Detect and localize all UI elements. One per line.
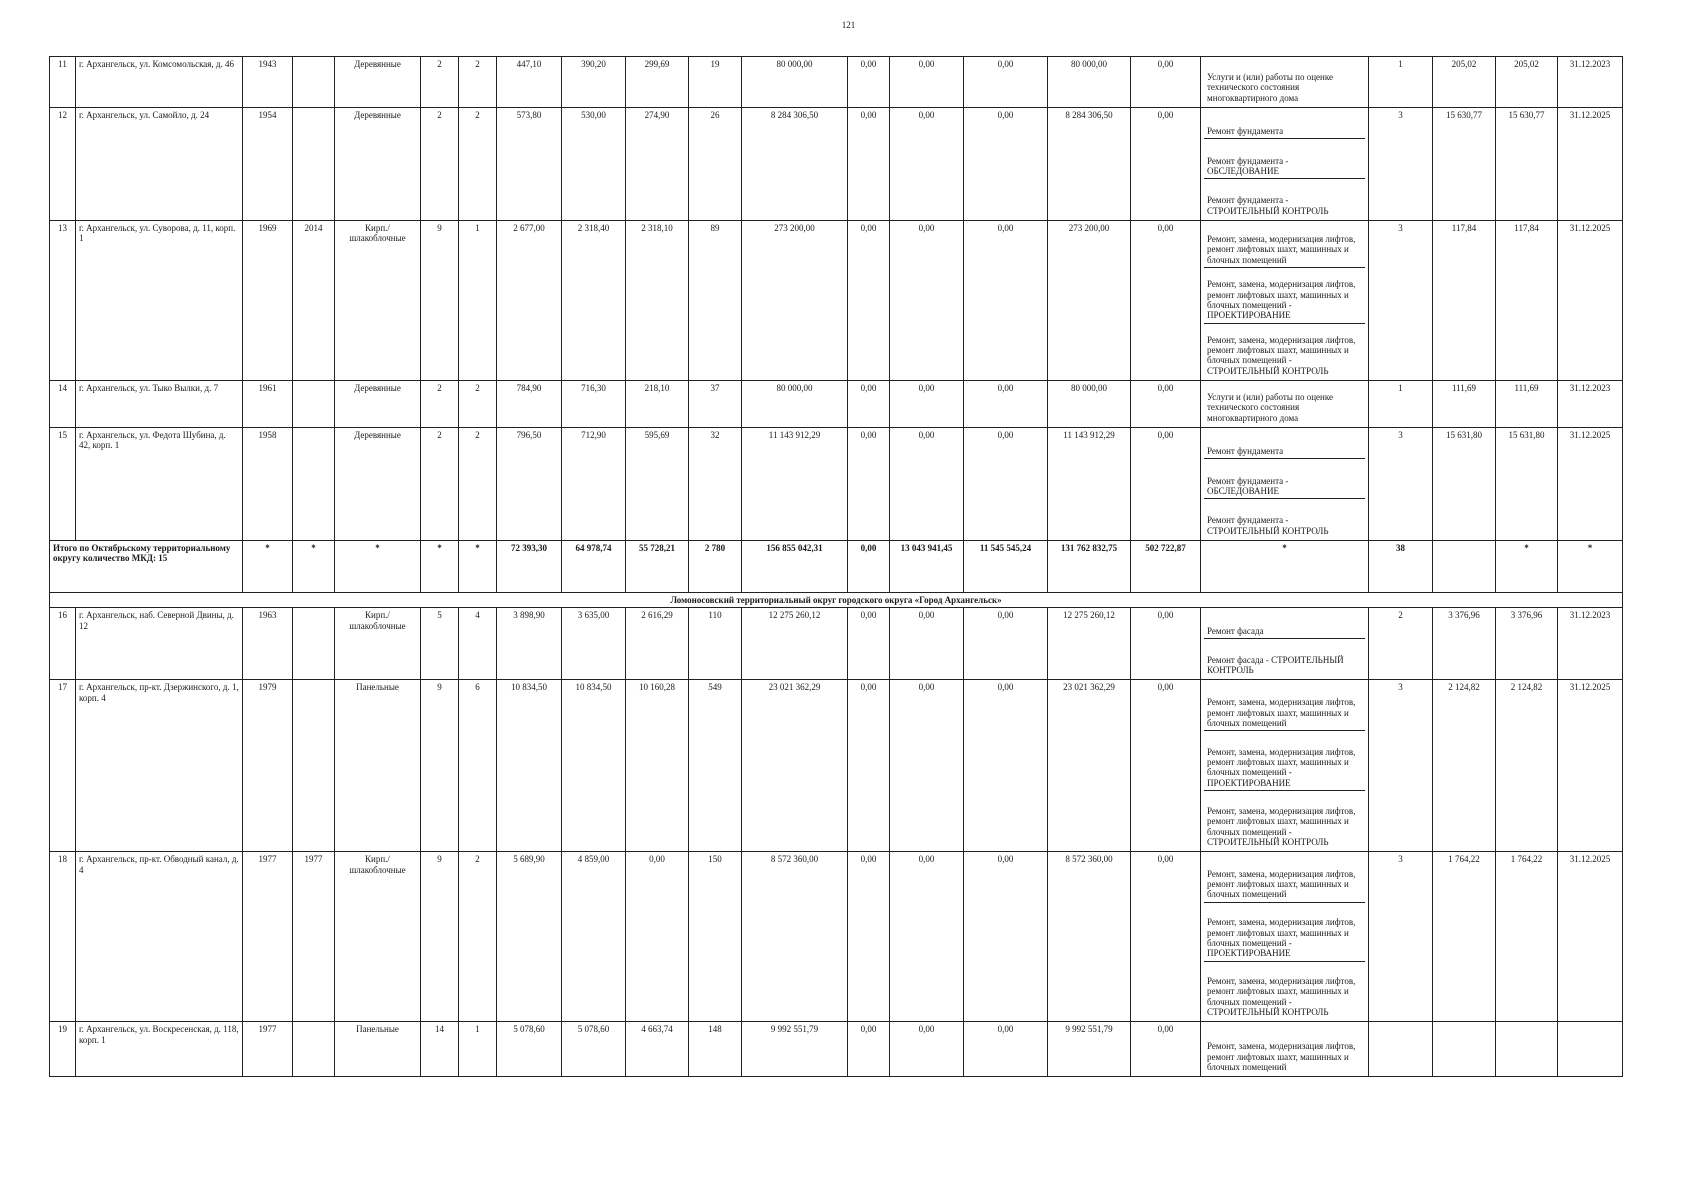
area-total: 3 898,90 [497, 608, 562, 680]
area-residential: 595,69 [626, 428, 689, 541]
unit-cost: 2 124,82 [1433, 680, 1496, 852]
residents-count: 150 [689, 852, 742, 1022]
other-amount: 0,00 [1131, 108, 1201, 221]
other-amount: 0,00 [1131, 1022, 1201, 1077]
cost-total: 273 200,00 [742, 221, 848, 381]
floors-count: 14 [421, 1022, 459, 1077]
wall-material: Деревянные [335, 428, 421, 541]
work-item-text: Ремонт фасада - СТРОИТЕЛЬНЫЙ КОНТРОЛЬ [1207, 654, 1344, 675]
year-repair [293, 1022, 335, 1077]
work-item-text: Ремонт, замена, модернизация лифтов, ремонт лифтовых шахт, машинных и блочных помещений [1207, 234, 1356, 265]
work-item [1204, 138, 1365, 178]
year-repair: 1977 [293, 852, 335, 1022]
floors-count: 9 [421, 221, 459, 381]
table-row [50, 680, 1623, 852]
work-count: 1 [1369, 57, 1433, 108]
floors-count: 9 [421, 680, 459, 852]
unit-cost: 1 764,22 [1433, 852, 1496, 1022]
floors-count: 2 [421, 57, 459, 108]
year-repair [293, 608, 335, 680]
fund-amount: 0,00 [848, 221, 890, 381]
owners-amount: 8 284 306,50 [1048, 108, 1131, 221]
table-row [50, 852, 1623, 1022]
total-star: * [293, 541, 335, 593]
max-cost: 111,69 [1496, 381, 1558, 428]
year-repair [293, 108, 335, 221]
unit-cost: 15 630,77 [1433, 108, 1496, 221]
unit-cost: 205,02 [1433, 57, 1496, 108]
municipal-amount: 0,00 [964, 608, 1048, 680]
work-count: 3 [1369, 428, 1433, 541]
area-living: 5 078,60 [562, 1022, 626, 1077]
work-count: 3 [1369, 221, 1433, 381]
residents-count: 89 [689, 221, 742, 381]
work-item [1204, 430, 1365, 458]
address-cell: г. Архангельск, ул. Тыко Вылки, д. 7 [76, 381, 243, 428]
cost-total: 11 143 912,29 [742, 428, 848, 541]
work-item-text: Ремонт фундамента - СТРОИТЕЛЬНЫЙ КОНТРОЛЬ [1207, 195, 1329, 216]
work-item-text: Ремонт фундамента - ОБСЛЕДОВАНИЕ [1207, 475, 1289, 496]
year-repair [293, 428, 335, 541]
regional-amount: 0,00 [890, 57, 964, 108]
other-amount: 0,00 [1131, 57, 1201, 108]
wall-material: Панельные [335, 1022, 421, 1077]
works-cell [1201, 1022, 1369, 1077]
works-cell [1201, 608, 1369, 680]
works-cell [1201, 221, 1369, 381]
fund-amount: 0,00 [848, 608, 890, 680]
work-item-text: Ремонт, замена, модернизация лифтов, ремонт лифтовых шахт, машинных и блочных помещений - СТРОИТЕЛЬНЫЙ КОНТРОЛЬ [1207, 334, 1356, 376]
year-built: 1958 [243, 428, 293, 541]
entrances-count: 4 [459, 608, 497, 680]
address-cell: г. Архангельск, ул. Воскресенская, д. 118, корп. 1 [76, 1022, 243, 1077]
area-total: 796,50 [497, 428, 562, 541]
year-repair [293, 680, 335, 852]
work-item [1204, 1024, 1365, 1074]
wall-material: Панельные [335, 680, 421, 852]
work-item [1204, 790, 1365, 849]
work-item [1204, 178, 1365, 218]
other-amount: 0,00 [1131, 221, 1201, 381]
wall-material: Деревянные [335, 108, 421, 221]
address-cell: г. Архангельск, пр-кт. Дзержинского, д. 1, корп. 4 [76, 680, 243, 852]
owners-amount: 80 000,00 [1048, 381, 1131, 428]
section-heading-row [50, 593, 1623, 608]
works-cell [1201, 428, 1369, 541]
owners-amount: 23 021 362,29 [1048, 680, 1131, 852]
entrances-count: 2 [459, 852, 497, 1022]
address-cell: г. Архангельск, ул. Самойло, д. 24 [76, 108, 243, 221]
work-count: 3 [1369, 108, 1433, 221]
area-total: 784,90 [497, 381, 562, 428]
fund-amount: 0,00 [848, 57, 890, 108]
work-item [1204, 854, 1365, 901]
municipal-amount: 0,00 [964, 852, 1048, 1022]
area-residential: 218,10 [626, 381, 689, 428]
table-row [50, 57, 1623, 108]
unit-cost: 3 376,96 [1433, 608, 1496, 680]
floors-count: 2 [421, 381, 459, 428]
total-area-res: 55 728,21 [626, 541, 689, 593]
area-residential: 10 160,28 [626, 680, 689, 852]
deadline: 31.12.2025 [1558, 680, 1623, 852]
cost-total: 80 000,00 [742, 381, 848, 428]
unit-cost: 111,69 [1433, 381, 1496, 428]
work-item [1204, 383, 1365, 425]
residents-count: 19 [689, 57, 742, 108]
area-total: 5 689,90 [497, 852, 562, 1022]
table-row [50, 428, 1623, 541]
total-regional: 13 043 941,45 [890, 541, 964, 593]
deadline: 31.12.2025 [1558, 221, 1623, 381]
work-item [1204, 458, 1365, 498]
year-built: 1954 [243, 108, 293, 221]
area-residential: 0,00 [626, 852, 689, 1022]
entrances-count: 2 [459, 57, 497, 108]
wall-material: Кирп./ шлакоблочные [335, 852, 421, 1022]
work-item [1204, 730, 1365, 789]
area-living: 716,30 [562, 381, 626, 428]
municipal-amount: 0,00 [964, 428, 1048, 541]
row-number: 16 [50, 608, 76, 680]
row-number: 14 [50, 381, 76, 428]
total-empty [1433, 541, 1496, 593]
entrances-count: 2 [459, 381, 497, 428]
row-number: 13 [50, 221, 76, 381]
area-living: 530,00 [562, 108, 626, 221]
row-number: 12 [50, 108, 76, 221]
table-row [50, 381, 1623, 428]
area-living: 3 635,00 [562, 608, 626, 680]
total-fund: 0,00 [848, 541, 890, 593]
work-item [1204, 902, 1365, 961]
year-built: 1979 [243, 680, 293, 852]
fund-amount: 0,00 [848, 680, 890, 852]
year-built: 1977 [243, 852, 293, 1022]
year-built: 1969 [243, 221, 293, 381]
work-count: 3 [1369, 852, 1433, 1022]
cost-total: 8 572 360,00 [742, 852, 848, 1022]
entrances-count: 2 [459, 428, 497, 541]
cost-total: 12 275 260,12 [742, 608, 848, 680]
work-item-text: Ремонт, замена, модернизация лифтов, ремонт лифтовых шахт, машинных и блочных помещений - СТРОИТЕЛЬНЫЙ КОНТРОЛЬ [1207, 805, 1356, 848]
repair-register-table [49, 56, 1623, 1077]
total-cost: 156 855 042,31 [742, 541, 848, 593]
floors-count: 2 [421, 428, 459, 541]
total-municipal: 11 545 545,24 [964, 541, 1048, 593]
max-cost: 3 376,96 [1496, 608, 1558, 680]
regional-amount: 0,00 [890, 108, 964, 221]
residents-count: 37 [689, 381, 742, 428]
total-area-living: 64 978,74 [562, 541, 626, 593]
work-item [1204, 961, 1365, 1020]
municipal-amount: 0,00 [964, 1022, 1048, 1077]
entrances-count: 1 [459, 221, 497, 381]
owners-amount: 11 143 912,29 [1048, 428, 1131, 541]
work-item [1204, 498, 1365, 538]
owners-amount: 9 992 551,79 [1048, 1022, 1131, 1077]
deadline [1558, 1022, 1623, 1077]
owners-amount: 8 572 360,00 [1048, 852, 1131, 1022]
area-total: 2 677,00 [497, 221, 562, 381]
other-amount: 0,00 [1131, 608, 1201, 680]
other-amount: 0,00 [1131, 680, 1201, 852]
other-amount: 0,00 [1131, 852, 1201, 1022]
total-star: * [421, 541, 459, 593]
work-count: 2 [1369, 608, 1433, 680]
work-item-text: Ремонт, замена, модернизация лифтов, ремонт лифтовых шахт, машинных и блочных помещений - СТРОИТЕЛЬНЫЙ КОНТРОЛЬ [1207, 975, 1356, 1017]
table-row [50, 608, 1623, 680]
total-row [50, 541, 1623, 593]
regional-amount: 0,00 [890, 608, 964, 680]
wall-material: Деревянные [335, 381, 421, 428]
address-cell: г. Архангельск, наб. Северной Двины, д. 12 [76, 608, 243, 680]
total-star: * [1496, 541, 1558, 593]
fund-amount: 0,00 [848, 428, 890, 541]
regional-amount: 0,00 [890, 221, 964, 381]
year-built: 1963 [243, 608, 293, 680]
area-total: 573,80 [497, 108, 562, 221]
work-item-text: Ремонт, замена, модернизация лифтов, ремонт лифтовых шахт, машинных и блочных помещений [1207, 868, 1356, 900]
residents-count: 32 [689, 428, 742, 541]
row-number: 18 [50, 852, 76, 1022]
entrances-count: 6 [459, 680, 497, 852]
max-cost: 205,02 [1496, 57, 1558, 108]
work-item-text: Ремонт фасада [1207, 625, 1264, 636]
municipal-amount: 0,00 [964, 108, 1048, 221]
table-row [50, 108, 1623, 221]
residents-count: 549 [689, 680, 742, 852]
wall-material: Кирп./ шлакоблочные [335, 221, 421, 381]
entrances-count: 2 [459, 108, 497, 221]
residents-count: 148 [689, 1022, 742, 1077]
deadline: 31.12.2025 [1558, 108, 1623, 221]
work-item [1204, 110, 1365, 138]
area-total: 10 834,50 [497, 680, 562, 852]
work-item [1204, 610, 1365, 638]
work-item [1204, 323, 1365, 378]
other-amount: 0,00 [1131, 428, 1201, 541]
area-residential: 4 663,74 [626, 1022, 689, 1077]
unit-cost [1433, 1022, 1496, 1077]
address-cell: г. Архангельск, ул. Федота Шубина, д. 42, корп. 1 [76, 428, 243, 541]
works-cell [1201, 381, 1369, 428]
area-residential: 2 616,29 [626, 608, 689, 680]
table-row [50, 221, 1623, 381]
total-area-total: 72 393,30 [497, 541, 562, 593]
area-living: 4 859,00 [562, 852, 626, 1022]
municipal-amount: 0,00 [964, 221, 1048, 381]
total-star: * [243, 541, 293, 593]
work-item-text: Услуги и (или) работы по оценке технического состояния многоквартирного дома [1207, 71, 1333, 103]
fund-amount: 0,00 [848, 381, 890, 428]
owners-amount: 80 000,00 [1048, 57, 1131, 108]
area-living: 10 834,50 [562, 680, 626, 852]
total-other: 502 722,87 [1131, 541, 1201, 593]
max-cost: 2 124,82 [1496, 680, 1558, 852]
work-item [1204, 223, 1365, 267]
total-star: * [459, 541, 497, 593]
total-star: * [1558, 541, 1623, 593]
regional-amount: 0,00 [890, 1022, 964, 1077]
area-living: 390,20 [562, 57, 626, 108]
fund-amount: 0,00 [848, 1022, 890, 1077]
fund-amount: 0,00 [848, 108, 890, 221]
max-cost: 15 631,80 [1496, 428, 1558, 541]
total-label: Итого по Октябрьскому территориальному округу количество МКД: 15 [50, 541, 243, 593]
total-star: * [1201, 541, 1369, 593]
address-cell: г. Архангельск, ул. Суворова, д. 11, корп. 1 [76, 221, 243, 381]
wall-material: Деревянные [335, 57, 421, 108]
work-item-text: Ремонт, замена, модернизация лифтов, ремонт лифтовых шахт, машинных и блочных помещений [1207, 697, 1356, 729]
cost-total: 9 992 551,79 [742, 1022, 848, 1077]
work-item-text: Ремонт, замена, модернизация лифтов, ремонт лифтовых шахт, машинных и блочных помещений - ПРОЕКТИРОВАНИЕ [1207, 917, 1356, 959]
work-item [1204, 267, 1365, 322]
floors-count: 5 [421, 608, 459, 680]
area-total: 447,10 [497, 57, 562, 108]
regional-amount: 0,00 [890, 680, 964, 852]
year-repair [293, 381, 335, 428]
works-cell [1201, 680, 1369, 852]
deadline: 31.12.2025 [1558, 852, 1623, 1022]
work-item [1204, 638, 1365, 677]
area-total: 5 078,60 [497, 1022, 562, 1077]
floors-count: 9 [421, 852, 459, 1022]
year-built: 1943 [243, 57, 293, 108]
wall-material: Кирп./ шлакоблочные [335, 608, 421, 680]
max-cost: 1 764,22 [1496, 852, 1558, 1022]
area-residential: 274,90 [626, 108, 689, 221]
work-item-text: Ремонт фундамента - ОБСЛЕДОВАНИЕ [1207, 155, 1289, 176]
work-item-text: Ремонт фундамента - СТРОИТЕЛЬНЫЙ КОНТРОЛЬ [1207, 515, 1329, 536]
cost-total: 80 000,00 [742, 57, 848, 108]
work-item-text: Услуги и (или) работы по оценке технического состояния многоквартирного дома [1207, 391, 1333, 423]
residents-count: 110 [689, 608, 742, 680]
work-item-text: Ремонт, замена, модернизация лифтов, ремонт лифтовых шахт, машинных и блочных помещений - ПРОЕКТИРОВАНИЕ [1207, 279, 1356, 321]
max-cost: 117,84 [1496, 221, 1558, 381]
work-item [1204, 59, 1365, 105]
row-number: 19 [50, 1022, 76, 1077]
unit-cost: 15 631,80 [1433, 428, 1496, 541]
address-cell: г. Архангельск, ул. Комсомольская, д. 46 [76, 57, 243, 108]
municipal-amount: 0,00 [964, 381, 1048, 428]
deadline: 31.12.2023 [1558, 57, 1623, 108]
area-residential: 299,69 [626, 57, 689, 108]
works-cell [1201, 852, 1369, 1022]
work-item-text: Ремонт, замена, модернизация лифтов, ремонт лифтовых шахт, машинных и блочных помещений - ПРОЕКТИРОВАНИЕ [1207, 746, 1356, 788]
fund-amount: 0,00 [848, 852, 890, 1022]
municipal-amount: 0,00 [964, 57, 1048, 108]
deadline: 31.12.2023 [1558, 608, 1623, 680]
year-built: 1977 [243, 1022, 293, 1077]
regional-amount: 0,00 [890, 428, 964, 541]
table-row [50, 1022, 1623, 1077]
owners-amount: 12 275 260,12 [1048, 608, 1131, 680]
max-cost: 15 630,77 [1496, 108, 1558, 221]
unit-cost: 117,84 [1433, 221, 1496, 381]
page-number: 121 [841, 20, 856, 30]
work-item-text: Ремонт фундамента [1207, 126, 1284, 137]
municipal-amount: 0,00 [964, 680, 1048, 852]
floors-count: 2 [421, 108, 459, 221]
total-work-count: 38 [1369, 541, 1433, 593]
works-cell [1201, 57, 1369, 108]
work-count [1369, 1022, 1433, 1077]
max-cost [1496, 1022, 1558, 1077]
year-built: 1961 [243, 381, 293, 428]
works-cell [1201, 108, 1369, 221]
year-repair [293, 57, 335, 108]
address-cell: г. Архангельск, пр-кт. Обводный канал, д. 4 [76, 852, 243, 1022]
cost-total: 23 021 362,29 [742, 680, 848, 852]
other-amount: 0,00 [1131, 381, 1201, 428]
work-count: 3 [1369, 680, 1433, 852]
entrances-count: 1 [459, 1022, 497, 1077]
work-count: 1 [1369, 381, 1433, 428]
work-item-text: Ремонт, замена, модернизация лифтов, ремонт лифтовых шахт, машинных и блочных помещений [1207, 1041, 1356, 1072]
total-owners: 131 762 832,75 [1048, 541, 1131, 593]
work-item [1204, 682, 1365, 730]
row-number: 11 [50, 57, 76, 108]
deadline: 31.12.2023 [1558, 381, 1623, 428]
section-title: Ломоносовский территориальный округ городского округа «Город Архангельск» [50, 593, 1623, 608]
work-item-text: Ремонт фундамента [1207, 446, 1284, 457]
residents-count: 26 [689, 108, 742, 221]
deadline: 31.12.2025 [1558, 428, 1623, 541]
cost-total: 8 284 306,50 [742, 108, 848, 221]
area-living: 712,90 [562, 428, 626, 541]
row-number: 15 [50, 428, 76, 541]
owners-amount: 273 200,00 [1048, 221, 1131, 381]
area-living: 2 318,40 [562, 221, 626, 381]
regional-amount: 0,00 [890, 381, 964, 428]
total-residents: 2 780 [689, 541, 742, 593]
regional-amount: 0,00 [890, 852, 964, 1022]
area-residential: 2 318,10 [626, 221, 689, 381]
year-repair: 2014 [293, 221, 335, 381]
total-star: * [335, 541, 421, 593]
row-number: 17 [50, 680, 76, 852]
